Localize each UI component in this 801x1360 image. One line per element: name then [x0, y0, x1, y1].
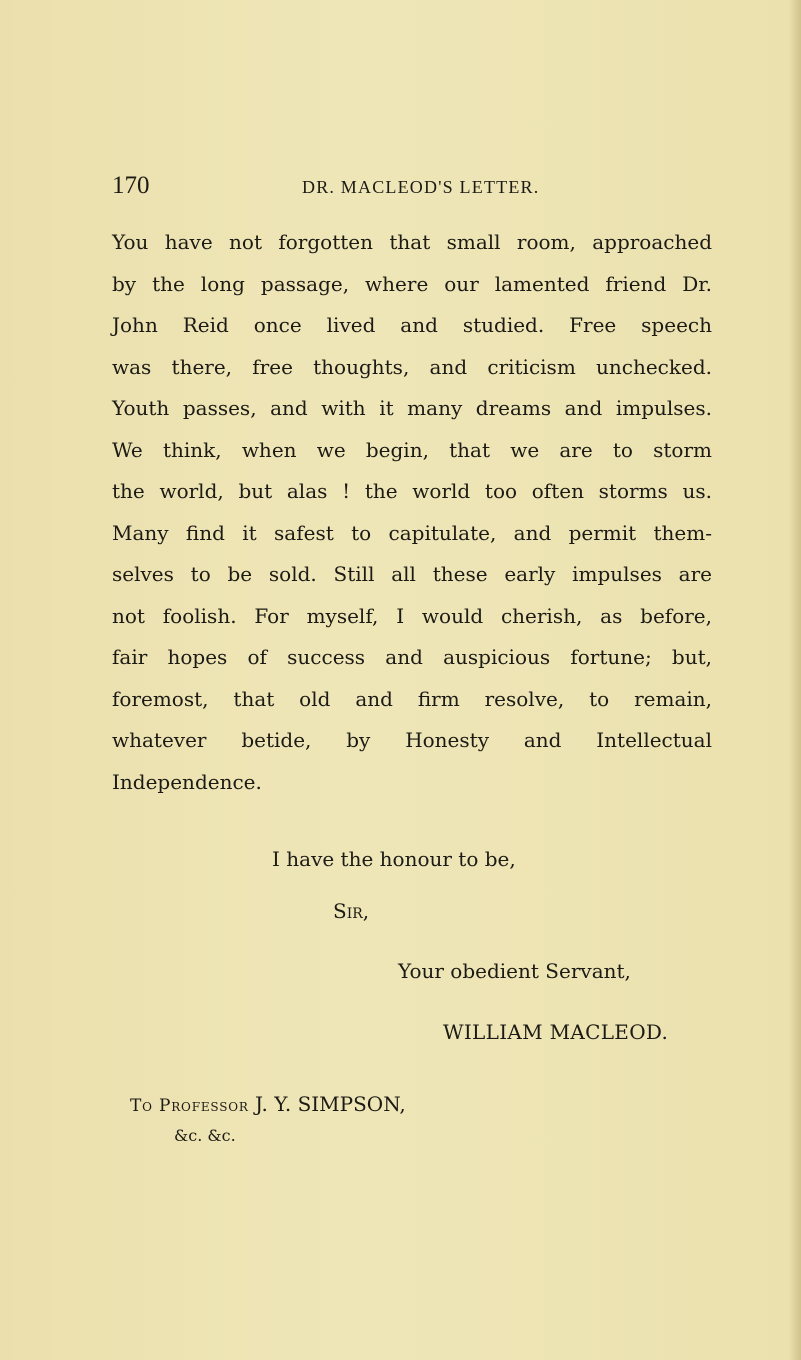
body-line: You have not forgotten that small room, approached [112, 230, 712, 254]
addressee-prefix: To Professor [130, 1096, 249, 1116]
body-line: whatever betide, by Honesty and Intellectual [112, 728, 712, 752]
body-line: fair hopes of success and auspicious fortune; but, [112, 645, 712, 669]
body-line: the world, but alas ! the world too often storms us. [112, 479, 712, 503]
body-line: selves to be sold. Still all these early impulses are [112, 562, 712, 586]
body-line: John Reid once lived and studied. Free speech [112, 313, 712, 337]
page-header [112, 174, 712, 198]
addressee-etc: &c. &c. [174, 1126, 236, 1145]
page-edge-shadow [789, 0, 801, 1360]
body-line: Youth passes, and with it many dreams and impulses. [112, 396, 712, 420]
body-line: not foolish. For myself, I would cherish, as before, [112, 603, 712, 628]
signature: WILLIAM MACLEOD. [443, 1020, 669, 1044]
body-line: Many find it safest to capitulate, and permit them- [112, 520, 712, 545]
body-line: by the long passage, where our lamented friend Dr. [112, 271, 712, 296]
body-line: foremost, that old and firm resolve, to remain, [112, 686, 712, 711]
running-head: DR. MACLEOD'S LETTER. [302, 177, 540, 197]
addressee [130, 1092, 406, 1116]
body-line: Independence. [112, 769, 262, 794]
servant-line: Your obedient Servant, [398, 959, 631, 983]
body-line: We think, when we begin, that we are to storm [112, 437, 712, 462]
letter-body [112, 222, 712, 803]
page-number: 170 [112, 172, 150, 199]
closing-line: I have the honour to be, [272, 847, 516, 871]
salutation: Sir, [333, 899, 370, 923]
addressee-name: J. Y. SIMPSON, [255, 1092, 406, 1116]
body-line: was there, free thoughts, and criticism unchecked. [112, 354, 712, 379]
